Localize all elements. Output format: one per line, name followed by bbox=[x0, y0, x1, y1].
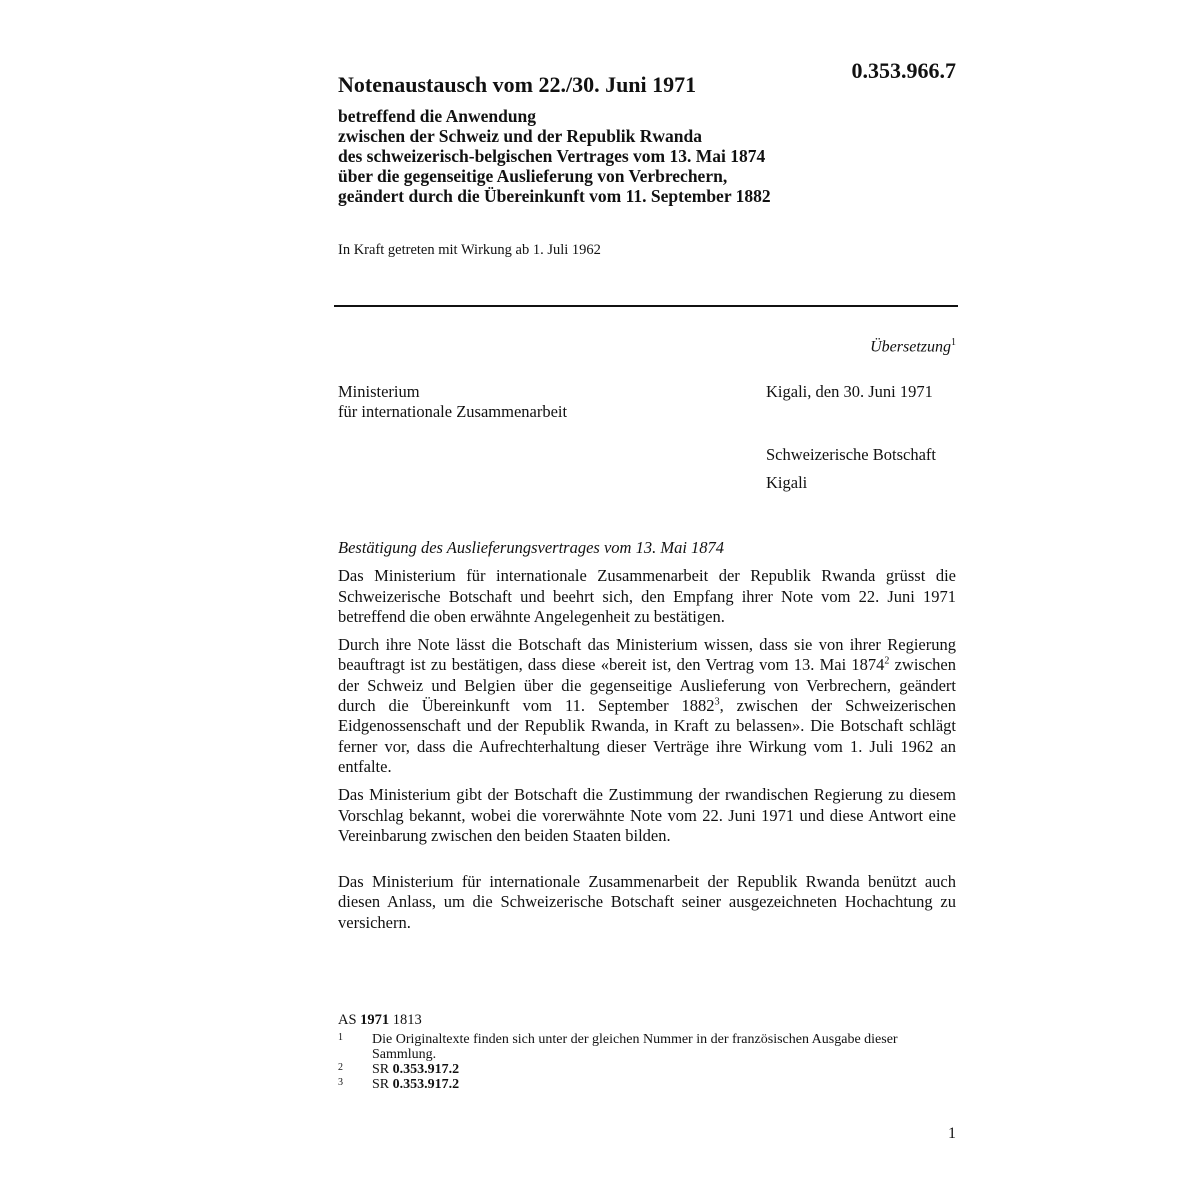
subtitle-line: zwischen der Schweiz und der Republik Rwanda bbox=[338, 126, 702, 146]
official-compilation-ref bbox=[338, 1012, 422, 1029]
letter-body bbox=[338, 538, 956, 941]
document-subtitle bbox=[338, 106, 771, 206]
footnote-number: 2 bbox=[338, 1062, 343, 1073]
translation-text: Übersetzung bbox=[870, 338, 951, 356]
paragraph-text: , zwischen der Schweizerischen Eidgenossenschaft und der Republik Rwanda, in Kraft zu belassen». Die Botschaft schlägt ferner vor, dass die Aufrechterhaltung dieser Verträge ihre Wirkung vom 1. Juli 1962 an entfalte. bbox=[338, 696, 956, 776]
section-heading: Bestätigung des Auslieferungsvertrages vom 13. Mai 1874 bbox=[338, 538, 725, 557]
sender-line: für internationale Zusammenarbeit bbox=[338, 402, 568, 421]
paragraph bbox=[338, 635, 956, 777]
paragraph: Das Ministerium gibt der Botschaft die Zustimmung der rwandischen Regierung zu diesem Vorschlag bekannt, wobei die vorerwähnte Note vom 22. Juni 1971 und diese Antwort eine Vereinbarung zwischen den beiden Staaten bilden. bbox=[338, 785, 956, 845]
subtitle-line: geändert durch die Übereinkunft vom 11. September 1882 bbox=[338, 186, 771, 206]
footnote-number: 1 bbox=[338, 1032, 343, 1043]
place-date: Kigali, den 30. Juni 1971 bbox=[766, 382, 933, 401]
as-page: 1813 bbox=[389, 1012, 422, 1028]
sender-line: Ministerium bbox=[338, 382, 420, 401]
subtitle-line: betreffend die Anwendung bbox=[338, 106, 537, 126]
paragraph-text: zwischen der Schweiz und Belgien über die gegenseitige Auslieferung von Verbrechern, geändert durch die Übereinkunft vom 11. September 1882 bbox=[338, 655, 956, 716]
recipient-line: Kigali bbox=[766, 473, 808, 492]
footnote-prefix: SR bbox=[372, 1062, 393, 1077]
subtitle-line: des schweizerisch-belgischen Vertrages vom 13. Mai 1874 bbox=[338, 146, 766, 166]
sender-block bbox=[338, 382, 567, 422]
footnote-prefix: SR bbox=[372, 1077, 393, 1092]
footnote-text bbox=[372, 1062, 948, 1077]
footnotes bbox=[338, 1032, 948, 1092]
sr-number: 0.353.966.7 bbox=[851, 58, 956, 83]
footnote bbox=[338, 1077, 948, 1092]
footnote bbox=[338, 1062, 948, 1077]
footnote-marker: 2 bbox=[884, 655, 890, 667]
recipient-block bbox=[766, 441, 936, 497]
footnote-ref: 0.353.917.2 bbox=[392, 1077, 460, 1092]
footnote-number: 3 bbox=[338, 1077, 343, 1088]
recipient-line: Schweizerische Botschaft bbox=[766, 445, 936, 464]
in-force-note: In Kraft getreten mit Wirkung ab 1. Juli 1962 bbox=[338, 242, 601, 258]
page-number: 1 bbox=[948, 1125, 956, 1142]
footnote-ref: 0.353.917.2 bbox=[392, 1062, 460, 1077]
document-title: Notenaustausch vom 22./30. Juni 1971 bbox=[338, 72, 697, 97]
horizontal-divider bbox=[334, 305, 958, 307]
footnote bbox=[338, 1032, 948, 1062]
paragraph: Das Ministerium für internationale Zusammenarbeit der Republik Rwanda grüsst die Schweizerische Botschaft und beehrt sich, den Empfang ihrer Note vom 22. Juni 1971 betreffend die oben erwähnte Angelegenheit zu bestätigen. bbox=[338, 566, 956, 626]
footnote-marker: 1 bbox=[951, 337, 956, 348]
translation-label bbox=[700, 337, 956, 356]
as-year: 1971 bbox=[360, 1012, 390, 1028]
footnote-text: Die Originaltexte finden sich unter der gleichen Nummer in der französischen Ausgabe dieser Sammlung. bbox=[372, 1032, 898, 1062]
closing-paragraph: Das Ministerium für internationale Zusammenarbeit der Republik Rwanda benützt auch diesen Anlass, um die Schweizerische Botschaft seiner ausgezeichneten Hochachtung zu versichern. bbox=[338, 872, 956, 932]
subtitle-line: über die gegenseitige Auslieferung von Verbrechern, bbox=[338, 166, 728, 186]
as-prefix: AS bbox=[338, 1012, 361, 1028]
paragraph-text: Durch ihre Note lässt die Botschaft das Ministerium wissen, dass sie von ihrer Regierung beauftragt ist zu bestätigen, dass diese «bereit ist, den Vertrag vom 13. Mai 1874 bbox=[338, 635, 956, 675]
footnote-text bbox=[372, 1077, 948, 1092]
footnote-marker: 3 bbox=[714, 696, 720, 708]
